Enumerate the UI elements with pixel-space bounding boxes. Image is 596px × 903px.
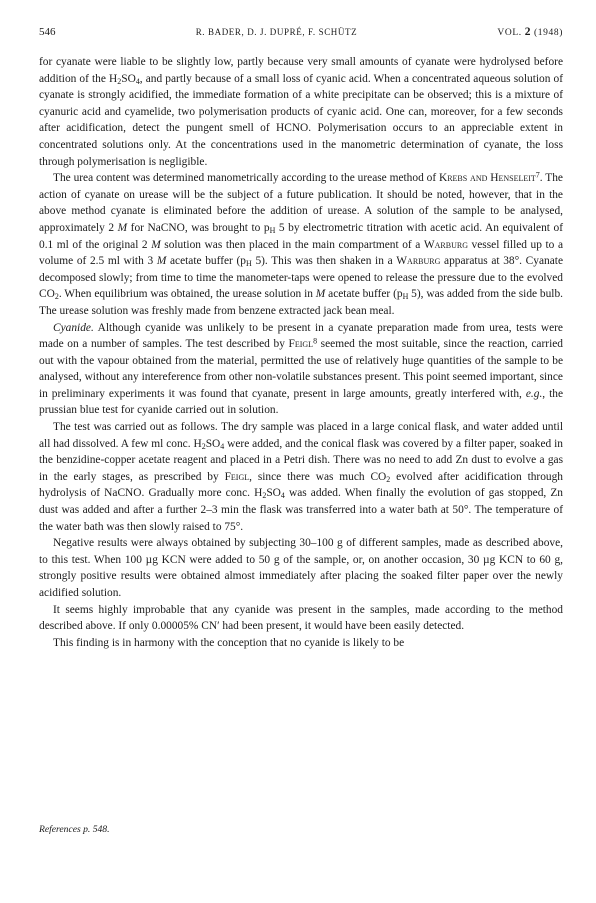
text-run: acetate buffer (p [325,288,403,301]
text-run: Feigl [288,338,314,351]
text-run: It seems highly improbable that any cyanide was present in the samples, made according to the method described above. If only 0.00005% CN′ had been present, it would have been easily detected. [39,603,563,633]
text-run: Warburg [396,255,441,268]
text-run: M [315,288,326,301]
text-run: . When equilibrium was obtained, the urease solution in [58,288,316,301]
text-run: Warburg [423,238,468,251]
text-run: 4 [220,441,225,451]
text-run: 2 [54,292,59,302]
text-run: H [246,259,252,269]
text-run: vessel filled up to a volume of 2.5 ml with 3 [39,238,563,268]
text-run: 2 [117,76,122,86]
text-run: Krebs and Henseleit [438,172,536,185]
text-run: 5), was added from the side bulb. The urease solution was freshly made from benzene extracted jack bean meal. [39,288,564,317]
text-run: Cyanide. [53,321,94,334]
volume-year: (1948) [534,28,563,38]
text-run: acetate buffer (p [166,255,247,268]
text-run: apparatus at 38°. Cyanate decomposed slowly; from time to time the manometer-taps were opened to release the pressure due to the evolved CO [39,255,563,301]
text-run: , since there was much CO [249,470,387,483]
text-run: M [117,221,128,234]
text-run: This finding is in harmony with the conception that no cyanide is likely to be [53,636,405,649]
text-run: 4 [280,491,285,501]
text-run: SO [121,72,136,85]
text-run: . The action of cyanate on urease will be the subject of a future publication. It should be noted, however, that in the above method cyanate is eliminated before the addition of urease. A solution of the sample to be analysed, approximately 2 [39,172,563,234]
text-run: , the prussian blue test for cyanide carried out in solution. [39,387,563,417]
text-run: H [402,292,409,302]
page [39,26,563,651]
body-paragraph [39,535,563,601]
body-paragraph [39,635,563,652]
text-run: The urea content was determined manometrically according to the urease method of [53,172,439,185]
body-paragraph [39,602,563,635]
text-run: were added, and the conical flask was covered by a filter paper, soaked in the benzidine-copper acetate reagent and placed in a Petri dish. There was no need to add Zn dust to evolve a gas in the early stages, as prescribed by [39,437,563,483]
text-run: 7 [535,170,540,180]
text-run: 5 by electrometric titration with acetic acid. An equivalent of 0.1 ml of the original 2 [39,221,563,251]
body-paragraph [39,54,563,170]
volume-number: 2 [524,26,532,38]
text-run: evolved after acidification through hydrolysis of NaCNO. Gradually more conc. H [39,470,563,500]
body-text [39,54,563,651]
text-run: SO [266,487,281,500]
text-run: for NaCNO, was brought to p [127,221,270,234]
text-run: M [151,238,161,251]
text-run: seemed the most suitable, since the reaction, carried out with the vapour obtained from the material, permitted the use of relatively huge quantities of the sample to be analysed, without any intereference from other non-volatile substances present. This point seemed important, since in preliminary experiments it was found that cyanate, present in large amounts, greatly interfered with, [39,338,563,400]
page-number: 546 [39,26,56,38]
text-run: M [156,255,167,268]
text-run: The test was carried out as follows. The dry sample was placed in a large conical flask, and water added until all had dissolved. A few ml conc. H [39,421,563,450]
references-note: References p. 548. [39,824,110,835]
text-run: solution was then placed in the main compartment of a [160,238,424,251]
body-paragraph [39,170,563,319]
text-run: Negative results were always obtained by subjecting 30–100 g of different samples, made as described above, to this test. When 100 µg KCN were added to 50 g of the sample, or, on another occasion, 30 µg KCN to 60 g, strongly positive results were obtained almost immediately after placing the soaked filter paper over the newly acidified solution. [39,537,563,599]
text-run: H [269,225,276,235]
text-run: 5). This was then shaken in a [251,255,397,268]
text-run: 2 [386,474,391,484]
body-paragraph [39,419,563,535]
text-run: , and partly because of a small loss of cyanic acid. When a concentrated aqueous solution of cyanate is strongly acidified, the immediate formation of a white precipitate can be observed; this is a mixture of cyanuric acid and cyamelide, two polymerisation products of cyanic acid. One can, moreover, for a few seconds after acidification, detect the pungent smell of HCNO. Polymerisation occurs to an appreciable extent in concentrated solutions only. At the concentrations used in the manometric determination of cyanate, the loss through polymerisation is negligible. [39,72,563,168]
text-run: 4 [135,76,140,86]
volume-label: VOL. [497,28,522,38]
text-run: SO [205,437,221,450]
volume-info [497,26,563,38]
text-run: Feigl [224,470,250,483]
body-paragraph [39,320,563,420]
text-run: 2 [262,491,267,501]
text-run: 2 [201,441,206,451]
text-run: for cyanate were liable to be slightly low, partly because very small amounts of cyanate were hydrolysed before addition of the H [39,56,563,85]
running-authors: R. BADER, D. J. DUPRÉ, F. SCHÜTZ [195,27,358,37]
text-run: 8 [313,336,318,346]
text-run: e.g. [525,387,543,400]
running-header [39,26,563,46]
text-run: Although cyanide was unlikely to be present in a cyanate preparation made from urea, tests were made on a number of samples. The test described by [39,321,563,351]
text-run: was added. When finally the evolution of gas stopped, Zn dust was added and after a further 2–3 min the flask was transferred into a water bath at 50°. The temperature of the water bath was then slowly raised to 75°. [39,487,563,533]
